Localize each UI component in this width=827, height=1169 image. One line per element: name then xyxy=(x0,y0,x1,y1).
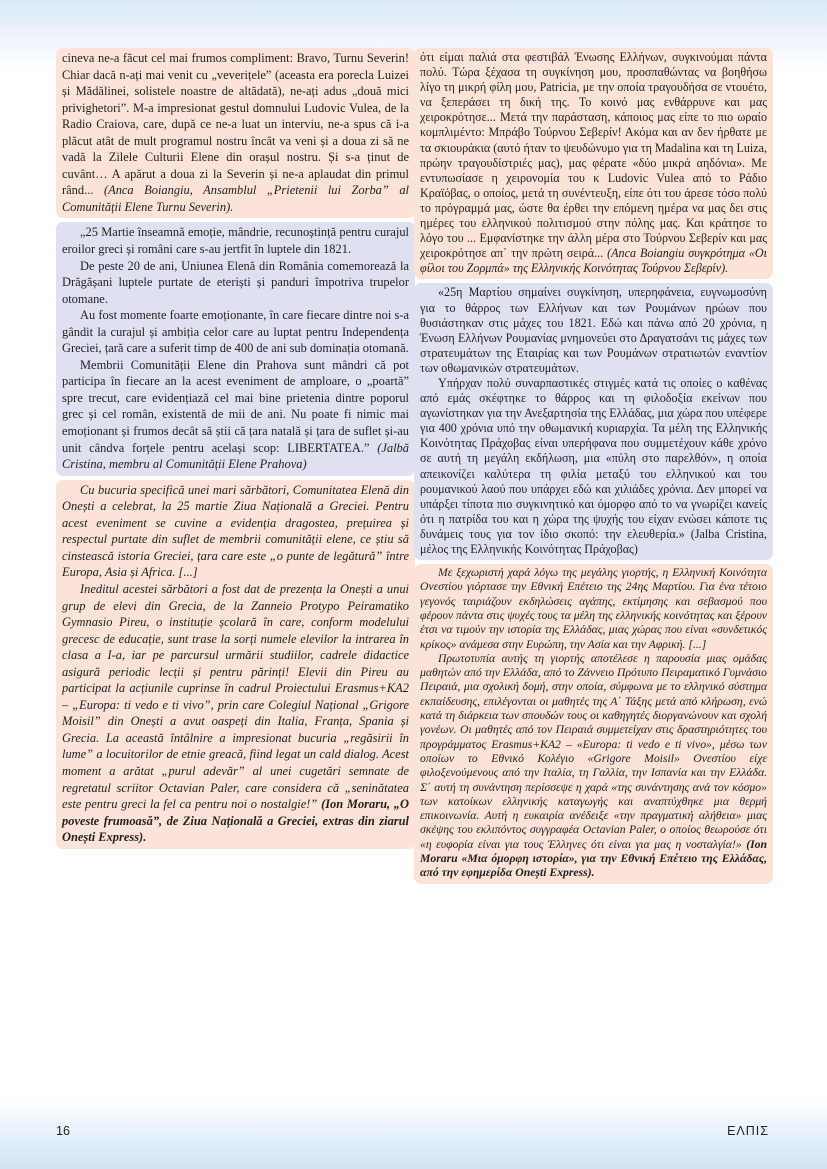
paragraph: Membrii Comunității Elene din Prahova sunt mândri că pot participa în fiecare an la acest eveniment de amploare, o „poartă” spre trecut, care evidențiază cel mai bine prietenia dintre poporul grec și cel român, existentă de mii de ani. Nu poate fi nimic mai emoționant și frumos decât să știi că țara natală și țara de suflet și-au unit cândva forțele pentru același scop: LIBERTATEA.” (Jalbă Cristina, membru al Comunității Elene Prahova) xyxy=(62,357,409,472)
signature: (Anca Boiangiu συγκρότημα «Οι φίλοι του Ζορμπά» της Ελληνικής Κοινότητας Τούρνου Σεβερίν). xyxy=(420,246,767,276)
paragraph: De peste 20 de ani, Uniunea Elenă din România comemorează la Drăgășani luptele purtate de eteriști și panduri împotriva trupelor otomane. xyxy=(62,258,409,306)
signature: (Jalba Cristina, μέλος της Ελληνικής Κοινότητας Πράχοβας) xyxy=(420,526,767,556)
paragraph: «25η Μαρτίου σημαίνει συγκίνηση, υπερηφάνεια, ευγνωμοσύνη για το θάρρος των Ελλήνων και των Ρουμάνων ηρώων που θυσιάστηκαν στις μάχες του 1821. Εδώ και πάνω από 20 χρόνια, η Ένωση Ελλήνων Ρουμανίας μνημονεύει στο Δραγατσάνι τις μάχες των στρατευμάτων της Εταιρίας και των Ρουμάνων στρατιωτών εναντίον των οθωμανικών στρατευμάτων. xyxy=(420,285,767,375)
paragraph: cineva ne-a făcut cel mai frumos compliment: Bravo, Turnu Severin! Chiar dacă n-ați mai venit cu „veverițele” (aceasta era porecla Luizei și Mădălinei, solistele noastre de altădată), ne-ați adus „două mici privighetori”. M-a impresionat gestul domnului Ludovic Vulea, de la Radio Craiova, care, după ce ne-a luat un interviu, ne-a spus că i-a plăcut atât de mult programul nostru încât va veni și a doua zi să ne vadă la Zilele Culturii Elene din orașul nostru. Și s-a ținut de cuvânt… A apărut a doua zi la Severin și ne-a aplaudat din primul rând... (Anca Boiangiu, Ansamblul „Prietenii lui Zorba” al Comunității Elene Turnu Severin). xyxy=(62,51,409,214)
right-column xyxy=(414,48,773,888)
paragraph: Ineditul acestei sărbători a fost dat de prezența la Onești a unui grup de elevi din Grecia, de la Zanneio Protypo Peiramatiko Gymnasio Pireu, o instituție școlară în care, conform modelului grecesc de educație, sunt trase la sorți numele elevilor la intrarea în clasa a I-a, iar pe parcursul urmării studiilor, cadrele didactice asigură periodic lecții și pentru părinți! Elevii din Pireu au participat la acțiunile cuprinse în cadrul Proiectului Erasmus+KA2 – „Europa: ti vedo e ti vivo”, prin care Colegiul Național „Grigore Moisil” din Onești a avut oaspeți din Italia, Franța, Spania și Grecia. La această întâlnire a impresionat bucuria „regăsirii în lume” a locuitorilor de etnie greacă, fiind legat un cald dialog. Acest moment a arătat „purul adevăr” al unei cugetări semnate de regretatul scriitor Octavian Paler, care considera că „seninătatea este pentru greci la fel ca pentru noi o nostalgie!” (Ion Moraru, „O poveste frumoasă”, de Ziua Națională a Greciei, extras din ziarul Onești Express). xyxy=(62,581,409,845)
article-block-prahova-gr xyxy=(414,283,773,560)
paragraph: ότι είμαι παλιά στα φεστιβάλ Ένωσης Ελλήνων, συγκινούμαι πάντα πολύ. Τώρα ξέχασα τη συγκίνηση μου, προσπαθώντας να βοηθήσω λίγο τη μικρή φίλη μου, Patricia, με την οποία τραγουδήσα σε ντουέτο, να ξεπεράσει τη δική της. Το κοινό μας ενθάρρυνε και μας χειροκρότησε... Μετά την παράσταση, κάποιος μας είπε το πιο ωραίο κομπλιμέντο: Μπράβο Τούρνου Σεβερίν! Ακόμα και αν δεν ήρθατε με τα σκιουράκια (αυτό ήταν το ψευδώνυμο για τη Madalina και τη Luiza, πρώην τραγουδίστριές μας), μας φέρατε «δύο μικρά αηδόνια». Με εντυπωσίασε η χειρονομία του κ Ludovic Vulea από το Ράδιο Κραϊόβας, ο οποίος, μετά τη συνέντευξη, είπε ότι του άρεσε τόσο πολύ το πρόγραμμά μας, ώστε θα έρθει την επόμενη ημέρα να μας δει στις ημέρες του ελληνικού πολιτισμού στην πόλης μας. Και κράτησε το λόγο του ... Εμφανίστηκε την άλλη μέρα στο Τούρνου Σεβερίν και μας χειροκρότησε απ΄ την πρώτη σειρά... (Anca Boiangiu συγκρότημα «Οι φίλοι του Ζορμπά» της Ελληνικής Κοινότητας Τούρνου Σεβερίν). xyxy=(420,50,767,276)
paragraph: „25 Martie înseamnă emoție, mândrie, recunoștință pentru curajul eroilor greci și români care s-au jertfit în luptele din 1821. xyxy=(62,225,409,257)
article-block-severin-gr xyxy=(414,48,773,279)
signature: (Ion Moraru «Μια όμορφη ιστορία», για την Εθνική Επέτειο της Ελλάδας, από την εφημερίδα Onești Express). xyxy=(420,837,767,880)
paragraph: Πρωτοτυπία αυτής τη γιορτής αποτέλεσε η παρουσία μιας ομάδας μαθητών από την Ελλάδα, από το Ζάννειο Πρότυπο Πειραματικό Γυμνάσιο Πειραιά, μια σχολική δομή, στην οποία, σύμφωνα με το ελληνικό σύστημα εκπαίδευσης, επιλέγονται οι μαθητές της Α΄ Τάξης μετά από κλήρωση, ενώ κατά τη διάρκεια των σπουδών τους οι καθηγητές διοργανώνουν και σχολή γονέων. Οι μαθητές από τον Πειραιά συμμετείχαν στις δραστηριότητες του προγράμματος Erasmus+KA2 – «Europa: ti vedo e ti vivo», μέσω των οποίων το Εθνικό Κολέγιο «Grigore Moisil» Ονεστίου είχε φιλοξενούμενους από την Ιταλία, τη Γαλλία, την Ισπανία και την Ελλάδα. Σ΄ αυτή τη συνάντηση περίσσεψε η χαρά «της συνάντησης ανά τον κόσμο» των κατοίκων ελληνικής καταγωγής και αναπτύχθηκε μια θερμή επικοινωνία. Αυτή η ευκαιρία ανέδειξε «την πραγματική αλήθεια» μιας σκέψης του εκλιπόντος συγγραφέα Octavian Paler, ο οποίος θεωρούσε ότι «η ευφορία είναι για τους Έλληνες ότι είναι για μας η νοσταλγία!» (Ion Moraru «Μια όμορφη ιστορία», για την Εθνική Επέτειο της Ελλάδας, από την εφημερίδα Onești Express). xyxy=(420,651,767,880)
signature: (Ion Moraru, „O poveste frumoasă”, de Ziua Națională a Greciei, extras din ziarul Onești Express). xyxy=(62,797,409,845)
article-block-severin-ro xyxy=(56,48,415,218)
signature: (Anca Boiangiu, Ansamblul „Prietenii lui Zorba” al Comunității Elene Turnu Severin). xyxy=(62,183,409,214)
signature: (Jalbă Cristina, membru al Comunității Elene Prahova) xyxy=(62,440,409,472)
page-number: 16 xyxy=(56,1124,70,1138)
paragraph: Cu bucuria specifică unei mari sărbători, Comunitatea Elenă din Onești a celebrat, la 25 martie Ziua Națională a Greciei. Pentru acest eveniment se cuvine a evidenția dragostea, prețuirea și respectul purtate din suflet de membrii comunității elene, ce știu să cinstească istoria Greciei, țara care este „o punte de legătură” între Europa, Asia și Africa. [...] xyxy=(62,482,409,580)
article-block-onesti-ro xyxy=(56,480,415,849)
paragraph: Με ξεχωριστή χαρά λόγω της μεγάλης γιορτής, η Ελληνική Κοινότητα Ονεστίου γιόρτασε την Εθνική Επέτειο της 24ης Μαρτίου. Για ένα τέτοιο γεγονός ταιριάζουν εκδηλώσεις αγάπης, εκτίμησης και σεβασμού που φέρουν πάντα στις ψυχές τους τα μέλη της ελληνικής κοινότητας και ξέρουν έτσι να τιμούν την ιστορία της Ελλάδας, μιας χώρας που είναι «συνδετικός κρίκος» ανάμεσα στην Ευρώπη, την Ασία και την Αφρική. [...] xyxy=(420,566,767,651)
paragraph: Au fost momente foarte emoționante, în care fiecare dintre noi s-a gândit la curajul și ambiția celor care au luptat pentru Independența Greciei, țară care a suferit timp de 400 de ani sub dominația otomană. xyxy=(62,308,409,356)
article-block-prahova-ro xyxy=(56,222,415,475)
magazine-title: ΕΛΠΙΣ xyxy=(727,1124,769,1138)
article-block-onesti-gr xyxy=(414,564,773,884)
left-column xyxy=(56,48,415,853)
paragraph: Υπήρχαν πολύ συναρπαστικές στιγμές κατά τις οποίες ο καθένας από εμάς σκέφτηκε το θάρρος και τη φιλοδοξία εκείνων που αγωνίστηκαν για την Ανεξαρτησία της Ελλάδας, μια χώρα που υπέφερε για 400 χρόνια υπό την οθωμανική κυριαρχία. Τα μέλη της Ελληνικής Κοινότητας Πράχοβας είναι υπερήφανα που συμμετέχουν κάθε χρόνο σε αυτή τη μεγάλη εκδήλωση, μια «πύλη στο παρελθόν», η οποία απεικονίζει καλύτερα τη φιλία μεταξύ του ελληνικού και του ρουμανικού λαού που υπάρχει εδώ και χιλιάδες χρόνια. Δεν μπορεί να υπάρξει τίποτα πιο συγκινητικό και όμορφο από το να γνωρίζει κανείς ότι η πατρίδα του και η χώρα της ψυχής του είχαν ενώσει κάποτε τις δυνάμεις τους για τον ίδιο σκοπό: την ελευθερία.» (Jalba Cristina, μέλος της Ελληνικής Κοινότητας Πράχοβας) xyxy=(420,375,767,556)
